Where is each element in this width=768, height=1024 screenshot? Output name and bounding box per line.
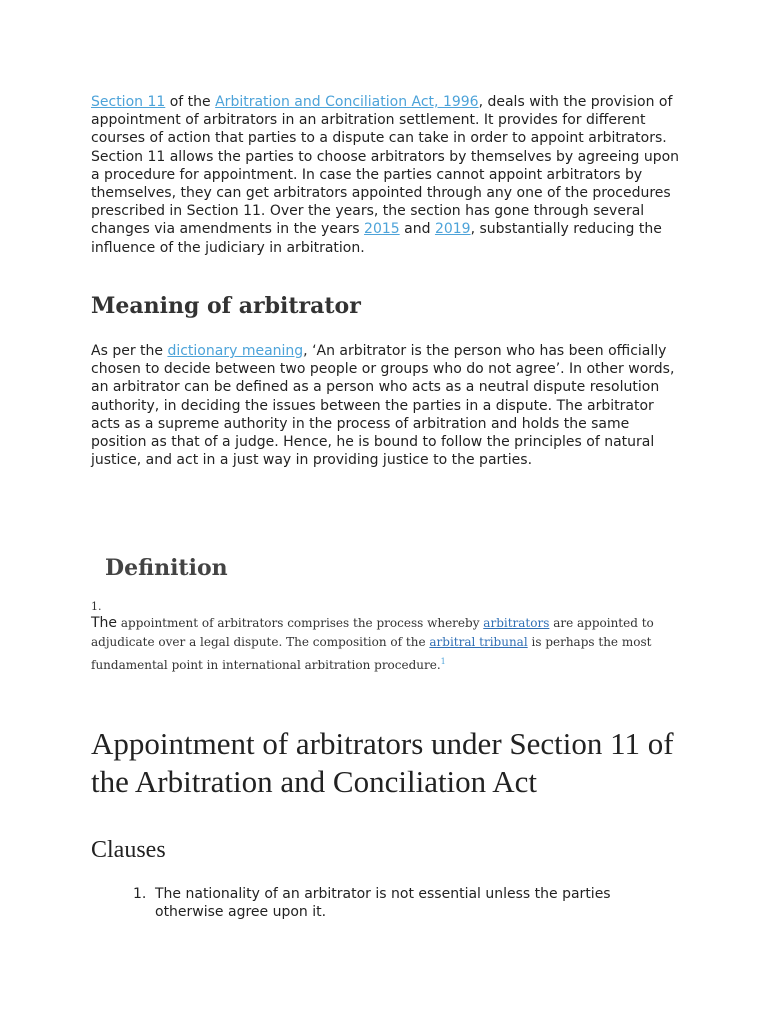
arbitral-tribunal-link[interactable]: arbitral tribunal xyxy=(429,635,528,649)
amendment-2015-link[interactable]: 2015 xyxy=(364,221,400,238)
list-item xyxy=(91,885,651,921)
intro-text-3: and xyxy=(399,221,435,238)
intro-text-2: , deals with the provision of appointment of arbitrators in an arbitration settlement. It provides for different courses of action that parties to a dispute can take in order to appoint arbitrators. Section 11 allows the parties to choose arbitrators by themselves by agreeing upon a procedure for appointment. In case the parties cannot appoint arbitrators by themselves, they can get arbitrators appointed through any one of the procedures prescribed in Section 11. Over the years, the section has gone through several changes via amendments in the years xyxy=(91,94,680,238)
meaning-heading: Meaning of arbitrator xyxy=(91,293,361,319)
meaning-paragraph xyxy=(91,342,687,469)
clauses-heading: Clauses xyxy=(91,837,166,863)
act-1996-link[interactable]: Arbitration and Conciliation Act, 1996 xyxy=(215,94,479,110)
clause-number: 1. xyxy=(133,886,147,902)
footnote-marker[interactable]: 1 xyxy=(440,657,446,666)
appointment-heading: Appointment of arbitrators under Section 11 of the Arbitration and Conciliation Act xyxy=(91,726,674,799)
definition-text-3: is perhaps the most fundamental point in international arbitration procedure. xyxy=(91,635,652,672)
meaning-text-1: As per the xyxy=(91,343,168,359)
intro-text-1: of the xyxy=(165,94,216,110)
arbitrators-link[interactable]: arbitrators xyxy=(483,616,550,630)
clauses-list xyxy=(91,885,651,921)
definition-text-2: are appointed to adjudicate over a legal dispute. The composition of the xyxy=(91,616,654,649)
definition-number: 1. xyxy=(91,600,102,613)
intro-paragraph xyxy=(91,93,687,257)
definition-the: The xyxy=(91,615,118,631)
clause-text: The nationality of an arbitrator is not essential unless the parties otherwise agree upon it. xyxy=(155,886,611,920)
definition-heading: Definition xyxy=(105,555,228,581)
definition-paragraph xyxy=(91,614,691,675)
section-11-link[interactable]: Section 11 xyxy=(91,94,166,110)
amendment-2019-link[interactable]: 2019 xyxy=(434,221,471,238)
definition-text-1: appointment of arbitrators comprises the process whereby xyxy=(117,616,484,630)
meaning-text-2: , ‘An arbitrator is the person who has been officially chosen to decide between two people or groups who do not agree’. In other words, an arbitrator can be defined as a person who acts as a neutral dispute resolution authority, in deciding the issues between the parties in a dispute. The arbitrator acts as a supreme authority in the process of arbitration and holds the same position as that of a judge. Hence, he is bound to follow the principles of natural justice, and act in a just way in providing justice to the parties. xyxy=(91,343,675,469)
intro-text-4: , substantially reducing the influence of the judiciary in arbitration. xyxy=(91,221,662,256)
dictionary-meaning-link[interactable]: dictionary meaning xyxy=(167,343,304,359)
